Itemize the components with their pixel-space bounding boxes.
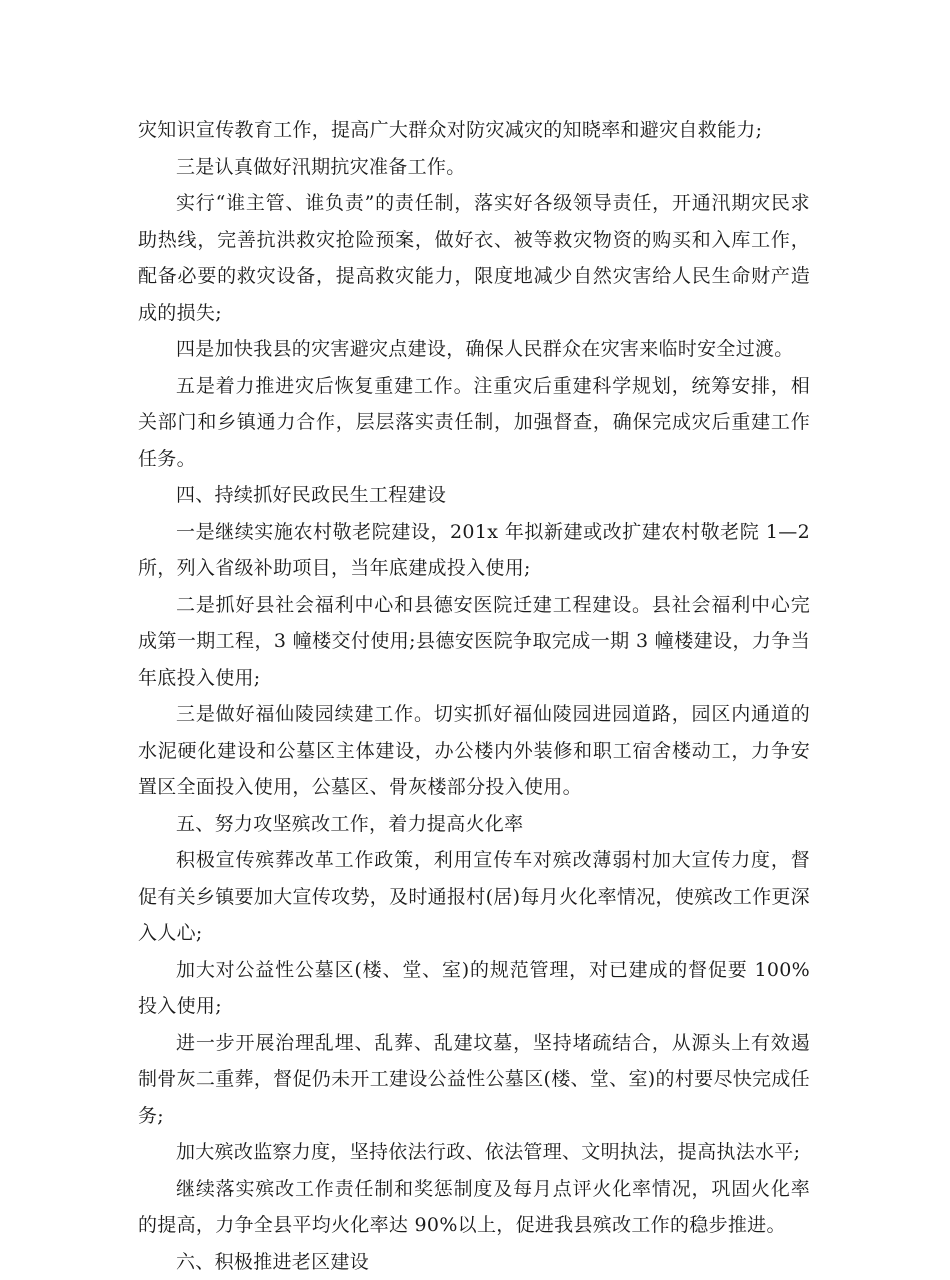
paragraph: 加大殡改监察力度，坚持依法行政、依法管理、文明执法，提高执法水平; bbox=[138, 1134, 810, 1171]
paragraph: 积极宣传殡葬改革工作政策，利用宣传车对殡改薄弱村加大宣传力度，督促有关乡镇要加大宣传攻势，及时通报村(居)每月火化率情况，使殡改工作更深入人心; bbox=[138, 842, 810, 952]
paragraph: 加大对公益性公墓区(楼、堂、室)的规范管理，对已建成的督促要 100%投入使用; bbox=[138, 952, 810, 1025]
section-heading: 六、积极推进老区建设 bbox=[138, 1244, 810, 1280]
paragraph: 一是继续实施农村敬老院建设，201x 年拟新建或改扩建农村敬老院 1—2 所，列入省级补助项目，当年底建成投入使用; bbox=[138, 514, 810, 587]
paragraph: 灾知识宣传教育工作，提高广大群众对防灾减灾的知晓率和避灾自救能力; bbox=[138, 112, 810, 149]
section-heading: 五、努力攻坚殡改工作，着力提高火化率 bbox=[138, 806, 810, 843]
paragraph: 四是加快我县的灾害避灾点建设，确保人民群众在灾害来临时安全过渡。 bbox=[138, 331, 810, 368]
paragraph: 二是抓好县社会福利中心和县德安医院迁建工程建设。县社会福利中心完成第一期工程，3 幢楼交付使用;县德安医院争取完成一期 3 幢楼建设，力争当年底投入使用; bbox=[138, 587, 810, 697]
paragraph: 实行“谁主管、谁负责”的责任制，落实好各级领导责任，开通汛期灾民求助热线，完善抗洪救灾抢险预案，做好衣、被等救灾物资的购买和入库工作，配备必要的救灾设备，提高救灾能力，限度地减少自然灾害给人民生命财产造成的损失; bbox=[138, 185, 810, 331]
paragraph: 三是认真做好汛期抗灾准备工作。 bbox=[138, 149, 810, 186]
paragraph: 三是做好福仙陵园续建工作。切实抓好福仙陵园进园道路，园区内通道的水泥硬化建设和公墓区主体建设，办公楼内外装修和职工宿舍楼动工，力争安置区全面投入使用，公墓区、骨灰楼部分投入使用。 bbox=[138, 696, 810, 806]
document-body bbox=[138, 112, 810, 1280]
section-heading: 四、持续抓好民政民生工程建设 bbox=[138, 477, 810, 514]
paragraph: 五是着力推进灾后恢复重建工作。注重灾后重建科学规划，统筹安排，相关部门和乡镇通力合作，层层落实责任制，加强督查，确保完成灾后重建工作任务。 bbox=[138, 368, 810, 478]
paragraph: 进一步开展治理乱埋、乱葬、乱建坟墓，坚持堵疏结合，从源头上有效遏制骨灰二重葬，督促仍未开工建设公益性公墓区(楼、堂、室)的村要尽快完成任务; bbox=[138, 1025, 810, 1135]
paragraph: 继续落实殡改工作责任制和奖惩制度及每月点评火化率情况，巩固火化率的提高，力争全县平均火化率达 90%以上，促进我县殡改工作的稳步推进。 bbox=[138, 1171, 810, 1244]
